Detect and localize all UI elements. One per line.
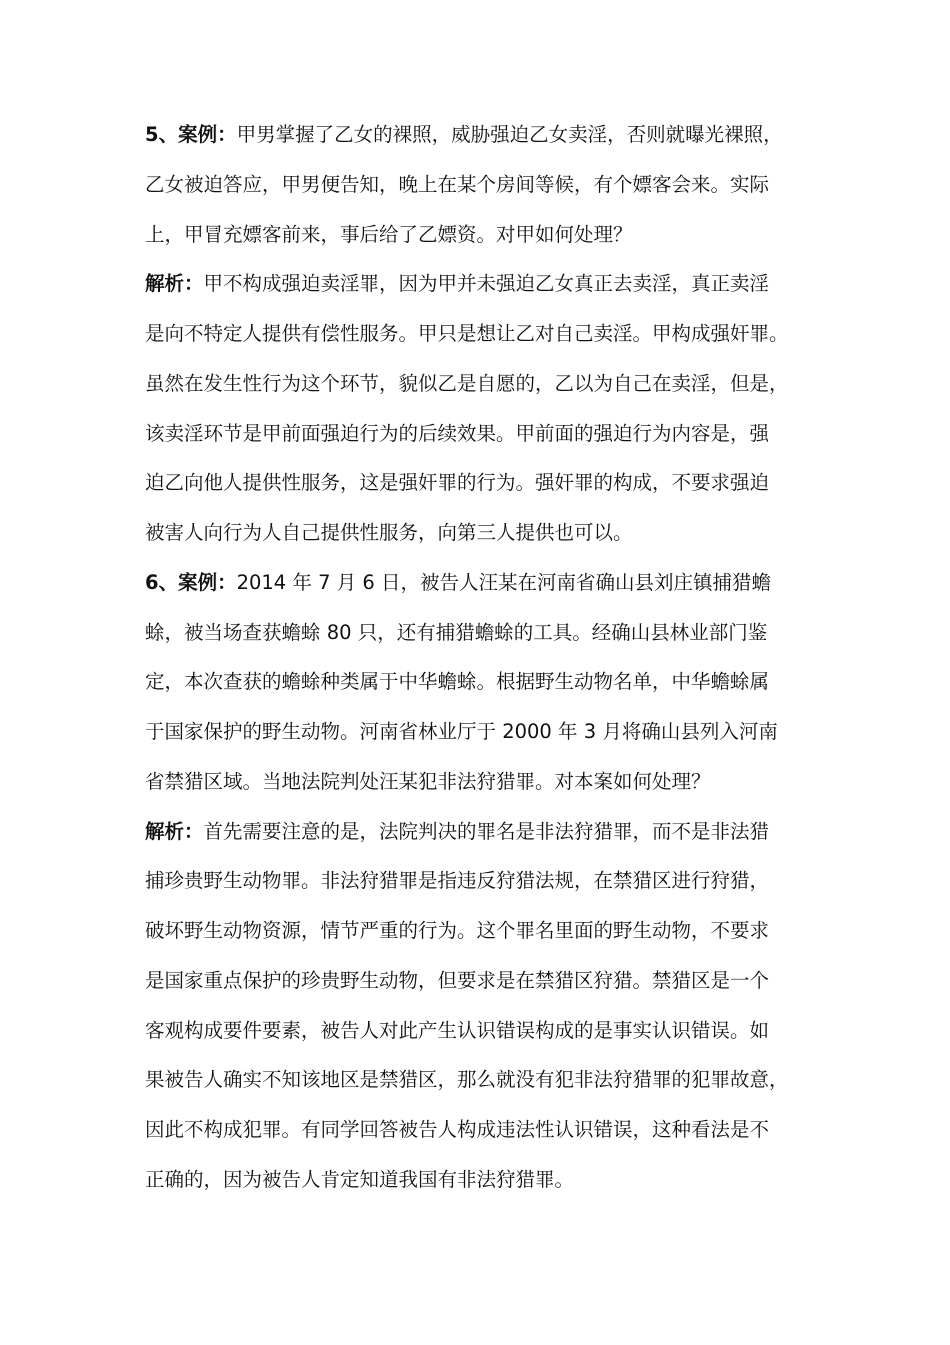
- case6-line-5: 省禁猎区域。当地法院判处汪某犯非法狩猎罪。对本案如何处理？: [145, 770, 711, 793]
- analysis5-label: 解析：: [145, 272, 204, 295]
- analysis6-label: 解析：: [145, 820, 204, 843]
- case5-text: 甲男掌握了乙女的裸照，威胁强迫乙女卖淫，否则就曝光裸照，: [236, 123, 783, 146]
- case6-line-1: [145, 566, 845, 600]
- analysis5-line-4: 该卖淫环节是甲前面强迫行为的后续效果。甲前面的强迫行为内容是，强: [145, 422, 770, 445]
- analysis5-line-2: 是向不特定人提供有偿性服务。甲只是想让乙对自己卖淫。甲构成强奸罪。: [145, 322, 789, 345]
- analysis5-line-3: 虽然在发生性行为这个环节，貌似乙是自愿的，乙以为自己在卖淫，但是，: [145, 372, 789, 395]
- case5-line-1: [145, 118, 845, 152]
- case5-line-2: 乙女被迫答应，甲男便告知，晚上在某个房间等候，有个嫖客会来。实际: [145, 173, 770, 196]
- analysis6-line-8: 正确的，因为被告人肯定知道我国有非法狩猎罪。: [145, 1168, 575, 1191]
- analysis6-line-7: 因此不构成犯罪。有同学回答被告人构成违法性认识错误，这种看法是不: [145, 1118, 770, 1141]
- case6-line-3: 定，本次查获的蟾蜍种类属于中华蟾蜍。根据野生动物名单，中华蟾蜍属: [145, 670, 770, 693]
- analysis6-text: 首先需要注意的是，法院判决的罪名是非法狩猎罪，而不是非法猎: [203, 820, 770, 843]
- case6-line-4: 于国家保护的野生动物。河南省林业厅于 2000 年 3 月将确山县列入河南: [145, 720, 778, 743]
- case5-label: 5、案例：: [145, 123, 237, 146]
- analysis6-line-2: 捕珍贵野生动物罪。非法狩猎罪是指违反狩猎法规，在禁猎区进行狩猎，: [145, 869, 770, 892]
- analysis5-text: 甲不构成强迫卖淫罪，因为甲并未强迫乙女真正去卖淫，真正卖淫: [203, 272, 770, 295]
- analysis6-line-5: 客观构成要件要素，被告人对此产生认识错误构成的是事实认识错误。如: [145, 1019, 770, 1042]
- case6-label: 6、案例：: [145, 571, 237, 594]
- analysis6-line-3: 破坏野生动物资源，情节严重的行为。这个罪名里面的野生动物，不要求: [145, 919, 770, 942]
- analysis5-line-6: 被害人向行为人自己提供性服务，向第三人提供也可以。: [145, 521, 633, 544]
- analysis5-line-5: 迫乙向他人提供性服务，这是强奸罪的行为。强奸罪的构成，不要求强迫: [145, 471, 770, 494]
- case5-line-3: 上，甲冒充嫖客前来，事后给了乙嫖资。对甲如何处理？: [145, 223, 633, 246]
- analysis5-line-1: [145, 267, 845, 301]
- analysis6-line-1: [145, 815, 845, 849]
- analysis6-line-4: 是国家重点保护的珍贵野生动物，但要求是在禁猎区狩猎。禁猎区是一个: [145, 969, 770, 992]
- case6-line-2: 蜍，被当场查获蟾蜍 80 只，还有捕猎蟾蜍的工具。经确山县林业部门鉴: [145, 621, 768, 644]
- analysis6-line-6: 果被告人确实不知该地区是禁猎区，那么就没有犯非法狩猎罪的犯罪故意，: [145, 1068, 789, 1091]
- case6-text: 2014 年 7 月 6 日，被告人汪某在河南省确山县刘庄镇捕猎蟾: [236, 571, 772, 594]
